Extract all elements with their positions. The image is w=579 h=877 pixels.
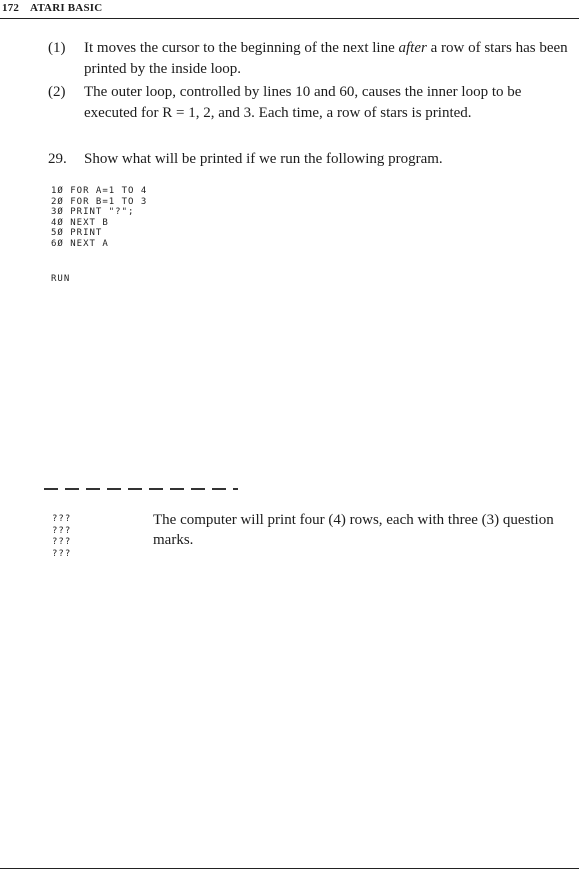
code-line: 3Ø PRINT "?"; xyxy=(51,207,135,217)
question-text: Show what will be printed if we run the following program. xyxy=(84,151,443,167)
output-line: ??? xyxy=(52,514,72,524)
running-header xyxy=(0,0,579,19)
code-line: 5Ø PRINT xyxy=(51,228,103,238)
output-line: ??? xyxy=(52,548,72,559)
program-output xyxy=(52,514,71,560)
item-number: (1) xyxy=(48,40,66,56)
footer-rule xyxy=(0,868,579,869)
run-command xyxy=(51,274,70,285)
answer-separator xyxy=(44,488,238,490)
output-line: ??? xyxy=(52,525,72,536)
answer-text: The computer will print four (4) rows, each with three (3) question marks. xyxy=(153,512,554,548)
item-text xyxy=(84,38,578,80)
code-line: 2Ø FOR B=1 TO 3 xyxy=(51,196,148,207)
output-line: ??? xyxy=(52,537,72,547)
item-text-part: a row of stars has been printed by the inside loop. xyxy=(84,40,568,77)
page-number: 172 xyxy=(2,2,20,14)
item-text-part: It moves the cursor to the beginning of the next line xyxy=(84,40,399,56)
program-listing xyxy=(51,186,147,249)
code-line: 4Ø NEXT B xyxy=(51,217,109,228)
question-number: 29. xyxy=(48,151,67,167)
code-line: 1Ø FOR A=1 TO 4 xyxy=(51,186,148,196)
item-number: (2) xyxy=(48,84,66,100)
item-text: The outer loop, controlled by lines 10 and 60, causes the inner loop to be executed for R = 1, 2, and 3. Each time, a row of stars is printed. xyxy=(84,84,522,121)
code-line: 6Ø NEXT A xyxy=(51,238,109,249)
running-title: ATARI BASIC xyxy=(30,2,103,14)
run-line: RUN xyxy=(51,274,71,284)
item-text-emphasis: after xyxy=(398,40,427,56)
